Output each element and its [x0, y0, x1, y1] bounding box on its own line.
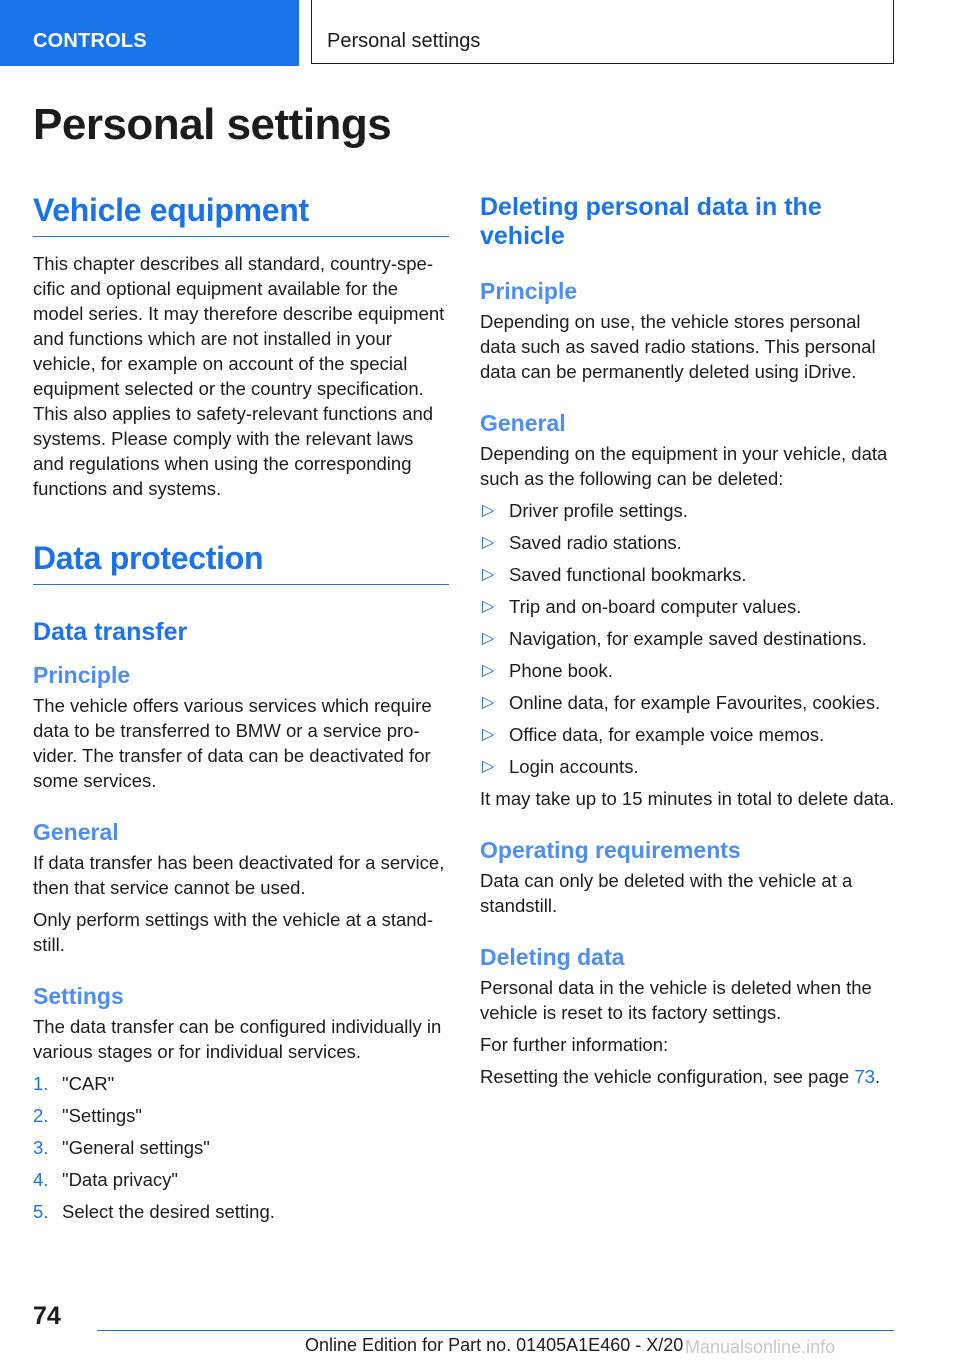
header-title-box	[311, 0, 894, 64]
data-transfer-general-text-2: Only perform settings with the vehicle at a standstill.	[33, 909, 434, 955]
list-item	[33, 1071, 449, 1096]
bullet-text: Office data, for example voice memos.	[509, 724, 825, 745]
list-item	[480, 722, 896, 747]
list-item	[480, 754, 896, 779]
further-information-text: For further information:	[480, 1034, 669, 1055]
triangle-bullet-icon: ▷	[482, 662, 495, 679]
deleting-principle-heading: Principle	[480, 278, 578, 304]
settings-heading: Settings	[33, 983, 124, 1009]
triangle-bullet-icon: ▷	[482, 694, 495, 711]
reset-reference	[480, 1064, 896, 1089]
data-transfer-principle-text: The vehicle offers various services which require data to be transferred to BMW or a service provider. The transfer of data can be deactivated for some services.	[33, 695, 432, 791]
data-transfer-heading: Data transfer	[33, 618, 188, 646]
list-item	[33, 1103, 449, 1128]
triangle-bullet-icon: ▷	[482, 534, 495, 551]
deleting-principle-text: Depending on use, the vehicle stores personal data such as saved radio stations. This personal data can be permanently deleted using iDrive.	[480, 311, 876, 382]
list-item	[33, 1167, 449, 1192]
triangle-bullet-icon: ▷	[482, 566, 495, 583]
deleting-data-heading: Deleting data	[480, 944, 625, 970]
triangle-bullet-icon: ▷	[482, 502, 495, 519]
header-title: Personal settings	[327, 30, 481, 52]
watermark: Manualsonline.info	[685, 1337, 836, 1357]
list-item	[480, 594, 896, 619]
data-protection-heading: Data protection	[33, 538, 449, 585]
bullet-text: Phone book.	[509, 660, 613, 681]
bullet-text: Saved radio stations.	[509, 532, 682, 553]
bullet-text: Online data, for example Favourites, cookies.	[509, 692, 881, 713]
bullet-text: Saved functional bookmarks.	[509, 564, 747, 585]
list-item	[480, 498, 896, 523]
footer-divider	[97, 1330, 894, 1331]
triangle-bullet-icon: ▷	[482, 726, 495, 743]
data-transfer-general-heading: General	[33, 819, 119, 845]
triangle-bullet-icon: ▷	[482, 598, 495, 615]
step-text: "General settings"	[62, 1137, 210, 1158]
step-number: 1.	[33, 1073, 49, 1094]
bullet-text: Trip and on-board computer values.	[509, 596, 802, 617]
list-item	[480, 690, 896, 715]
list-item	[480, 626, 896, 651]
list-item	[33, 1135, 449, 1160]
deleting-personal-data-heading: Deleting personal data in the vehicle	[480, 193, 822, 250]
step-text: Select the desired setting.	[62, 1201, 275, 1222]
bullet-text: Driver profile settings.	[509, 500, 688, 521]
header-section-label: CONTROLS	[33, 30, 147, 52]
deletion-duration-text: It may take up to 15 minutes in total to delete data.	[480, 788, 895, 809]
settings-steps-list	[33, 1071, 449, 1224]
step-number: 3.	[33, 1137, 49, 1158]
operating-requirements-text: Data can only be deleted with the vehicle at a standstill.	[480, 870, 853, 916]
step-number: 2.	[33, 1105, 49, 1126]
reset-reference-end: .	[874, 1066, 881, 1087]
data-transfer-principle-heading: Principle	[33, 662, 131, 688]
deleting-data-text: Personal data in the vehicle is deleted when the vehicle is reset to its factory settings.	[480, 977, 872, 1023]
step-number: 5.	[33, 1201, 49, 1222]
step-text: "CAR"	[62, 1073, 115, 1094]
deleting-general-text: Depending on the equipment in your vehicle, data such as the following can be deleted:	[480, 443, 888, 489]
page-title: Personal settings	[33, 100, 392, 149]
triangle-bullet-icon: ▷	[482, 758, 495, 775]
vehicle-equipment-heading: Vehicle equipment	[33, 190, 449, 237]
page-link[interactable]: 73	[854, 1066, 875, 1087]
deleting-general-heading: General	[480, 410, 566, 436]
left-column	[33, 190, 449, 1231]
vehicle-equipment-text: This chapter describes all standard, country-specific and optional equipment available for the model series. It may therefore describe equipment and functions which are not installed in your vehicle, for example on account of the special equipment selected or the country specification. This also applies to safety-relevant functions and systems. Please comply with the relevant laws and regulations when using the corresponding functions and systems.	[33, 253, 445, 499]
header-section-tab	[0, 0, 299, 66]
operating-requirements-heading: Operating requirements	[480, 837, 741, 863]
list-item	[480, 658, 896, 683]
deletable-data-list	[480, 498, 896, 779]
settings-text: The data transfer can be configured individually in various stages or for individual services.	[33, 1016, 442, 1062]
reset-reference-text: Resetting the vehicle configuration, see page	[480, 1066, 855, 1087]
right-column	[480, 193, 896, 1096]
page-number: 74	[33, 1302, 61, 1330]
step-text: "Data privacy"	[62, 1169, 178, 1190]
bullet-text: Navigation, for example saved destinations.	[509, 628, 867, 649]
list-item	[33, 1199, 449, 1224]
triangle-bullet-icon: ▷	[482, 630, 495, 647]
step-text: "Settings"	[62, 1105, 142, 1126]
list-item	[480, 530, 896, 555]
footer-edition: Online Edition for Part no. 01405A1E460 - X/20	[305, 1335, 684, 1355]
bullet-text: Login accounts.	[509, 756, 639, 777]
data-transfer-general-text-1: If data transfer has been deactivated for a service, then that service cannot be used.	[33, 852, 445, 898]
step-number: 4.	[33, 1169, 49, 1190]
list-item	[480, 562, 896, 587]
